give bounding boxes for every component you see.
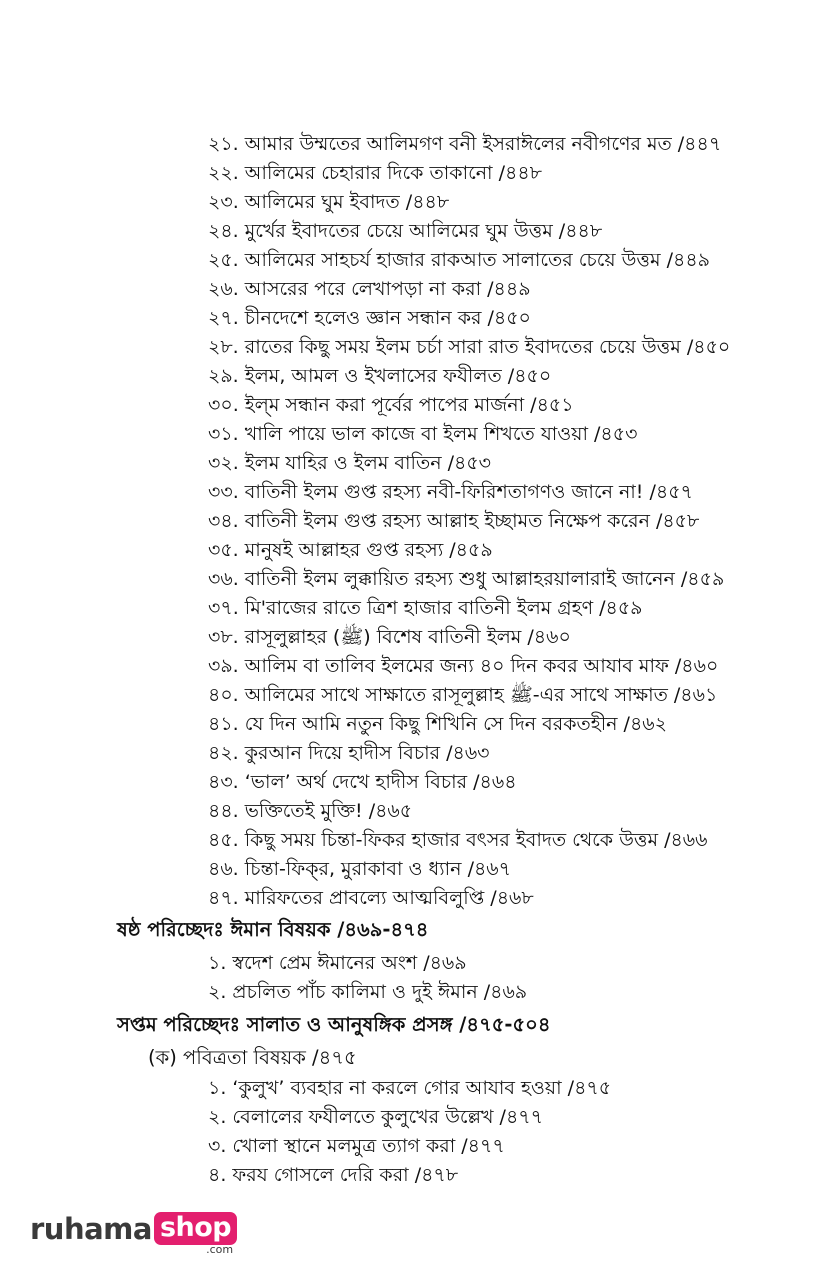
toc-entry: ৩০. ইল্‌ম সন্ধান করা পূর্বের পাপের মার্জনা /৪৫১ xyxy=(208,394,574,416)
toc-entry: ৩৯. আলিম বা তালিব ইলমের জন্য ৪০ দিন কবর আযাব মাফ /৪৬০ xyxy=(208,655,719,677)
toc-entry: ৪১. যে দিন আমি নতুন কিছু শিখিনি সে দিন বরকতহীন /৪৬২ xyxy=(208,713,667,735)
logo-wordmark: ruhama xyxy=(30,1212,152,1246)
toc-entry: ৩. খোলা স্থানে মলমুত্র ত্যাগ করা /৪৭৭ xyxy=(208,1135,505,1157)
toc-entry: ৪০. আলিমের সাথে সাক্ষাতে রাসূলুল্লাহ ﷺ-এর সাথে সাক্ষাত /৪৬১ xyxy=(208,684,718,706)
logo-domain: .com xyxy=(206,1243,234,1256)
toc-entry: ৪৬. চিন্তা-ফিক্‌র, মুরাকাবা ও ধ্যান /৪৬৭ xyxy=(208,858,512,880)
toc-entry: ২. বেলালের ফযীলতে কুলুখের উল্লেখ /৪৭৭ xyxy=(208,1106,543,1128)
toc-entry: ৩২. ইলম যাহির ও ইলম বাতিন /৪৫৩ xyxy=(208,452,492,474)
toc-entry: ২৫. আলিমের সাহচর্য হাজার রাকআত সালাতের চেয়ে উত্তম /৪৪৯ xyxy=(208,249,710,271)
logo-shop-badge xyxy=(154,1212,237,1256)
toc-entry: ৩৩. বাতিনী ইলম গুপ্ত রহস্য নবী-ফিরিশতাগণও জানে না! /৪৫৭ xyxy=(208,481,693,503)
chapter-heading: ষষ্ঠ পরিচ্ছেদঃ ঈমান বিষয়ক /৪৬৯-৪৭৪ xyxy=(117,918,429,941)
toc-entry: ১. ‘কুলুখ’ ব্যবহার না করলে গোর আযাব হওয়া /৪৭৫ xyxy=(208,1077,612,1099)
toc-entry: ৩৫. মানুষই আল্লাহর গুপ্ত রহস্য /৪৫৯ xyxy=(208,539,493,561)
toc-entry: ৪৩. ‘ভাল’ অর্থ দেখে হাদীস বিচার /৪৬৪ xyxy=(208,771,517,793)
toc-entry: ২৭. চীনদেশে হলেও জ্ঞান সন্ধান কর /৪৫০ xyxy=(208,307,531,329)
toc-entry: ২২. আলিমের চেহারার দিকে তাকানো /৪৪৮ xyxy=(208,162,542,184)
chapter-heading: সপ্তম পরিচ্ছেদঃ সালাত ও আনুষঙ্গিক প্রসঙ্গ /৪৭৫-৫০৪ xyxy=(117,1013,551,1036)
toc-entry: ২৪. মুর্খের ইবাদতের চেয়ে আলিমের ঘুম উত্তম /৪৪৮ xyxy=(208,220,603,242)
toc-entry: ৩৭. মি'রাজের রাতে ত্রিশ হাজার বাতিনী ইলম গ্রহণ /৪৫৯ xyxy=(208,597,643,619)
toc-entry: ১. স্বদেশ প্রেম ঈমানের অংশ /৪৬৯ xyxy=(208,952,467,974)
toc-entry: ২৮. রাতের কিছু সময় ইলম চর্চা সারা রাত ইবাদতের চেয়ে উত্তম /৪৫০ xyxy=(208,336,731,358)
toc-entry: ৩৬. বাতিনী ইলম লুক্কায়িত রহস্য শুধু আল্লাহরয়ালারাই জানেন /৪৫৯ xyxy=(208,568,725,590)
toc-entry: ৩৮. রাসূলুল্লাহর (ﷺ) বিশেষ বাতিনী ইলম /৪৬০ xyxy=(208,626,571,648)
toc-entry: ৪৪. ভক্তিতেই মুক্তি! /৪৬৫ xyxy=(208,800,413,822)
toc-entry: ২৯. ইলম, আমল ও ইখলাসের ফযীলত /৪৫০ xyxy=(208,365,552,387)
toc-entry: ২৩. আলিমের ঘুম ইবাদত /৪৪৮ xyxy=(208,191,450,213)
toc-entry: ৩৪. বাতিনী ইলম গুপ্ত রহস্য আল্লাহ ইচ্ছামত নিক্ষেপ করেন /৪৫৮ xyxy=(208,510,700,532)
section-heading: (ক) পবিত্রতা বিষয়ক /৪৭৫ xyxy=(148,1046,357,1069)
toc-entry: ৪২. কুরআন দিয়ে হাদীস বিচার /৪৬৩ xyxy=(208,742,490,764)
toc-entry: ৪৫. কিছু সময় চিন্তা-ফিকর হাজার বৎসর ইবাদত থেকে উত্তম /৪৬৬ xyxy=(208,829,708,851)
toc-entry: ২৬. আসরের পরে লেখাপড়া না করা /৪৪৯ xyxy=(208,278,531,300)
logo-shop-text: shop xyxy=(154,1212,237,1245)
toc-entry: ৪৭. মারিফতের প্রাবল্যে আত্মবিলুপ্তি /৪৬৮ xyxy=(208,887,534,909)
toc-entry: ২. প্রচলিত পাঁচ কালিমা ও দুই ঈমান /৪৬৯ xyxy=(208,981,528,1003)
ruhamashop-logo xyxy=(30,1212,237,1256)
toc-entry: ৪. ফরয গোসলে দেরি করা /৪৭৮ xyxy=(208,1164,459,1186)
toc-entry: ২১. আমার উম্মতের আলিমগণ বনী ইসরাঈলের নবীগণের মত /৪৪৭ xyxy=(208,133,722,155)
toc-entry: ৩১. খালি পায়ে ভাল কাজে বা ইলম শিখতে যাওয়া /৪৫৩ xyxy=(208,423,638,445)
